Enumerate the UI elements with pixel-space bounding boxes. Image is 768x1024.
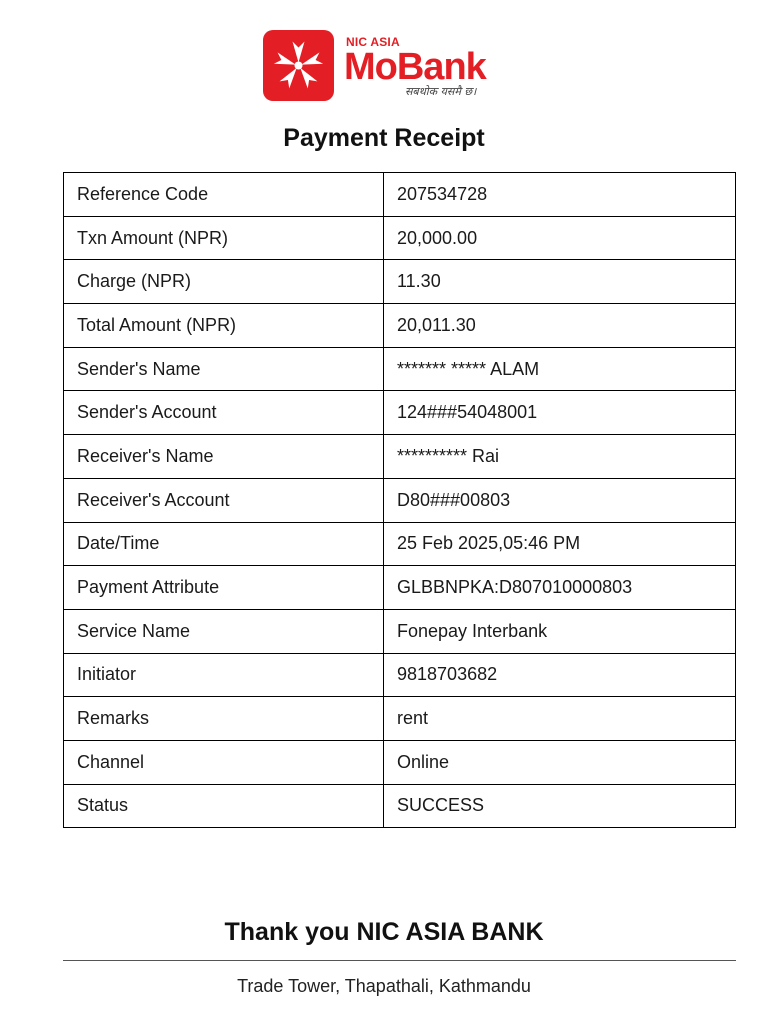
row-value: Fonepay Interbank	[384, 609, 736, 653]
row-label: Channel	[64, 740, 384, 784]
row-value: 20,000.00	[384, 216, 736, 260]
row-value: rent	[384, 697, 736, 741]
row-value: 11.30	[384, 260, 736, 304]
row-value: GLBBNPKA:D807010000803	[384, 566, 736, 610]
row-value: ********** Rai	[384, 435, 736, 479]
table-row	[64, 740, 736, 784]
table-row	[64, 304, 736, 348]
row-label: Remarks	[64, 697, 384, 741]
table-row	[64, 391, 736, 435]
row-label: Status	[64, 784, 384, 828]
logo-bank-name: NIC ASIA	[346, 35, 400, 49]
table-row	[64, 260, 736, 304]
bank-logo	[263, 30, 513, 105]
table-row	[64, 173, 736, 217]
table-row	[64, 566, 736, 610]
table-row	[64, 522, 736, 566]
row-label: Service Name	[64, 609, 384, 653]
row-value: 20,011.30	[384, 304, 736, 348]
logo-tagline: सबथोक यसमै छ।	[405, 85, 477, 98]
row-label: Initiator	[64, 653, 384, 697]
row-value: 25 Feb 2025,05:46 PM	[384, 522, 736, 566]
bank-address: Trade Tower, Thapathali, Kathmandu	[237, 976, 531, 996]
row-label: Sender's Name	[64, 347, 384, 391]
footer-divider	[63, 960, 736, 961]
table-row	[64, 478, 736, 522]
table-row	[64, 653, 736, 697]
row-label: Txn Amount (NPR)	[64, 216, 384, 260]
star-logo-icon	[263, 30, 334, 101]
row-label: Payment Attribute	[64, 566, 384, 610]
receipt-table-body	[64, 173, 736, 828]
receipt-table	[63, 172, 736, 828]
table-row	[64, 347, 736, 391]
row-value: SUCCESS	[384, 784, 736, 828]
row-value: 9818703682	[384, 653, 736, 697]
row-label: Receiver's Name	[64, 435, 384, 479]
row-value: Online	[384, 740, 736, 784]
row-label: Date/Time	[64, 522, 384, 566]
row-value: ******* ***** ALAM	[384, 347, 736, 391]
row-label: Reference Code	[64, 173, 384, 217]
logo-app-name: MoBank	[344, 46, 486, 88]
row-label: Total Amount (NPR)	[64, 304, 384, 348]
row-value: 124###54048001	[384, 391, 736, 435]
row-value: 207534728	[384, 173, 736, 217]
row-label: Charge (NPR)	[64, 260, 384, 304]
table-row	[64, 784, 736, 828]
table-row	[64, 697, 736, 741]
table-row	[64, 216, 736, 260]
row-value: D80###00803	[384, 478, 736, 522]
table-row	[64, 435, 736, 479]
row-label: Sender's Account	[64, 391, 384, 435]
page-title: Payment Receipt	[283, 124, 485, 152]
row-label: Receiver's Account	[64, 478, 384, 522]
thank-you-message: Thank you NIC ASIA BANK	[224, 918, 544, 946]
table-row	[64, 609, 736, 653]
